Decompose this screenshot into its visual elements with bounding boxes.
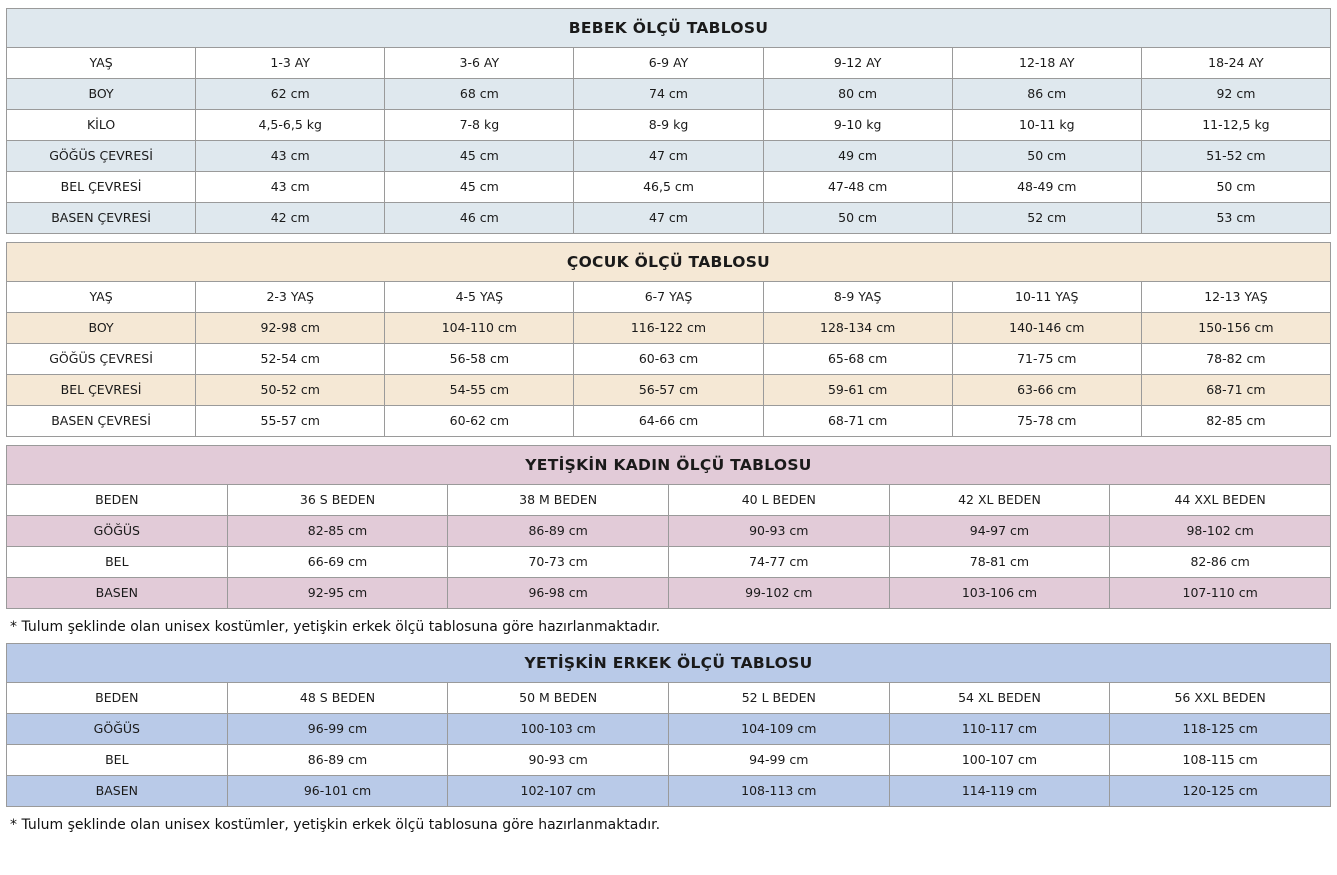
row-label: BASEN <box>7 578 228 609</box>
cell: 90-93 cm <box>668 516 889 547</box>
header-cell: 12-13 YAŞ <box>1141 282 1330 313</box>
cell: 128-134 cm <box>763 313 952 344</box>
cell: 74 cm <box>574 79 763 110</box>
cell: 98-102 cm <box>1110 516 1331 547</box>
header-cell: 56 XXL BEDEN <box>1110 683 1331 714</box>
cell: 92-98 cm <box>196 313 385 344</box>
table-row <box>7 578 1331 609</box>
header-cell: 50 M BEDEN <box>448 683 669 714</box>
header-cell: 52 L BEDEN <box>668 683 889 714</box>
cell: 47-48 cm <box>763 172 952 203</box>
cell: 52-54 cm <box>196 344 385 375</box>
baby-table-title: BEBEK ÖLÇÜ TABLOSU <box>7 9 1331 48</box>
cell: 60-62 cm <box>385 406 574 437</box>
cell: 107-110 cm <box>1110 578 1331 609</box>
cell: 104-109 cm <box>668 714 889 745</box>
cell: 100-103 cm <box>448 714 669 745</box>
table-header-row <box>7 48 1331 79</box>
cell: 86 cm <box>952 79 1141 110</box>
men-table-note: * Tulum şeklinde olan unisex kostümler, yetişkin erkek ölçü tablosuna göre hazırlanmaktadır. <box>10 817 661 833</box>
women-table-title: YETİŞKİN KADIN ÖLÇÜ TABLOSU <box>7 446 1331 485</box>
header-cell: 12-18 AY <box>952 48 1141 79</box>
cell: 150-156 cm <box>1141 313 1330 344</box>
child-size-table <box>6 242 1331 437</box>
table-header-row <box>7 683 1331 714</box>
cell: 59-61 cm <box>763 375 952 406</box>
cell: 54-55 cm <box>385 375 574 406</box>
cell: 46,5 cm <box>574 172 763 203</box>
header-cell: BEDEN <box>7 485 228 516</box>
header-cell: 9-12 AY <box>763 48 952 79</box>
cell: 47 cm <box>574 141 763 172</box>
cell: 56-57 cm <box>574 375 763 406</box>
header-cell: 38 M BEDEN <box>448 485 669 516</box>
cell: 48-49 cm <box>952 172 1141 203</box>
table-row <box>7 776 1331 807</box>
header-cell: 54 XL BEDEN <box>889 683 1110 714</box>
cell: 118-125 cm <box>1110 714 1331 745</box>
cell: 92 cm <box>1141 79 1330 110</box>
women-table-note: * Tulum şeklinde olan unisex kostümler, yetişkin erkek ölçü tablosuna göre hazırlanmaktadır. <box>10 619 661 635</box>
row-label: BASEN ÇEVRESİ <box>7 406 196 437</box>
row-label: BASEN <box>7 776 228 807</box>
cell: 50-52 cm <box>196 375 385 406</box>
table-row <box>7 313 1331 344</box>
row-label: BEL ÇEVRESİ <box>7 172 196 203</box>
cell: 43 cm <box>196 141 385 172</box>
header-cell: BEDEN <box>7 683 228 714</box>
header-cell: 10-11 YAŞ <box>952 282 1141 313</box>
cell: 65-68 cm <box>763 344 952 375</box>
cell: 4,5-6,5 kg <box>196 110 385 141</box>
cell: 90-93 cm <box>448 745 669 776</box>
header-cell: 6-9 AY <box>574 48 763 79</box>
table-row <box>7 547 1331 578</box>
table-row <box>7 110 1331 141</box>
row-label: GÖĞÜS <box>7 714 228 745</box>
cell: 100-107 cm <box>889 745 1110 776</box>
cell: 66-69 cm <box>227 547 448 578</box>
cell: 68-71 cm <box>1141 375 1330 406</box>
cell: 82-85 cm <box>1141 406 1330 437</box>
cell: 96-101 cm <box>227 776 448 807</box>
cell: 99-102 cm <box>668 578 889 609</box>
cell: 46 cm <box>385 203 574 234</box>
cell: 53 cm <box>1141 203 1330 234</box>
cell: 94-99 cm <box>668 745 889 776</box>
row-label: GÖĞÜS <box>7 516 228 547</box>
cell: 94-97 cm <box>889 516 1110 547</box>
cell: 42 cm <box>196 203 385 234</box>
child-table-title: ÇOCUK ÖLÇÜ TABLOSU <box>7 243 1331 282</box>
cell: 86-89 cm <box>448 516 669 547</box>
cell: 102-107 cm <box>448 776 669 807</box>
cell: 47 cm <box>574 203 763 234</box>
cell: 9-10 kg <box>763 110 952 141</box>
baby-size-table <box>6 8 1331 234</box>
cell: 10-11 kg <box>952 110 1141 141</box>
cell: 60-63 cm <box>574 344 763 375</box>
cell: 7-8 kg <box>385 110 574 141</box>
table-row <box>7 375 1331 406</box>
table-title-row <box>7 446 1331 485</box>
cell: 51-52 cm <box>1141 141 1330 172</box>
table-title-row <box>7 644 1331 683</box>
row-label: BEL ÇEVRESİ <box>7 375 196 406</box>
cell: 108-115 cm <box>1110 745 1331 776</box>
table-row <box>7 745 1331 776</box>
cell: 49 cm <box>763 141 952 172</box>
table-header-row <box>7 485 1331 516</box>
cell: 70-73 cm <box>448 547 669 578</box>
table-title-row <box>7 9 1331 48</box>
table-header-row <box>7 282 1331 313</box>
row-label: KİLO <box>7 110 196 141</box>
header-cell: 40 L BEDEN <box>668 485 889 516</box>
cell: 86-89 cm <box>227 745 448 776</box>
table-title-row <box>7 243 1331 282</box>
table-row <box>7 714 1331 745</box>
header-cell: YAŞ <box>7 282 196 313</box>
row-label: BOY <box>7 313 196 344</box>
row-label: BOY <box>7 79 196 110</box>
cell: 140-146 cm <box>952 313 1141 344</box>
cell: 96-99 cm <box>227 714 448 745</box>
cell: 62 cm <box>196 79 385 110</box>
cell: 8-9 kg <box>574 110 763 141</box>
table-row <box>7 516 1331 547</box>
cell: 45 cm <box>385 172 574 203</box>
table-row <box>7 406 1331 437</box>
cell: 71-75 cm <box>952 344 1141 375</box>
header-cell: 48 S BEDEN <box>227 683 448 714</box>
header-cell: 44 XXL BEDEN <box>1110 485 1331 516</box>
cell: 64-66 cm <box>574 406 763 437</box>
table-row <box>7 79 1331 110</box>
cell: 120-125 cm <box>1110 776 1331 807</box>
header-cell: 42 XL BEDEN <box>889 485 1110 516</box>
cell: 43 cm <box>196 172 385 203</box>
row-label: BEL <box>7 745 228 776</box>
table-row <box>7 172 1331 203</box>
cell: 116-122 cm <box>574 313 763 344</box>
header-cell: 3-6 AY <box>385 48 574 79</box>
header-cell: 1-3 AY <box>196 48 385 79</box>
cell: 63-66 cm <box>952 375 1141 406</box>
cell: 96-98 cm <box>448 578 669 609</box>
table-row <box>7 141 1331 172</box>
cell: 75-78 cm <box>952 406 1141 437</box>
header-cell: 6-7 YAŞ <box>574 282 763 313</box>
cell: 92-95 cm <box>227 578 448 609</box>
cell: 45 cm <box>385 141 574 172</box>
header-cell: 2-3 YAŞ <box>196 282 385 313</box>
cell: 56-58 cm <box>385 344 574 375</box>
cell: 110-117 cm <box>889 714 1110 745</box>
cell: 50 cm <box>1141 172 1330 203</box>
table-row <box>7 203 1331 234</box>
cell: 80 cm <box>763 79 952 110</box>
row-label: BEL <box>7 547 228 578</box>
row-label: BASEN ÇEVRESİ <box>7 203 196 234</box>
cell: 78-81 cm <box>889 547 1110 578</box>
header-cell: YAŞ <box>7 48 196 79</box>
cell: 52 cm <box>952 203 1141 234</box>
cell: 68-71 cm <box>763 406 952 437</box>
cell: 108-113 cm <box>668 776 889 807</box>
table-row <box>7 344 1331 375</box>
cell: 82-86 cm <box>1110 547 1331 578</box>
cell: 82-85 cm <box>227 516 448 547</box>
row-label: GÖĞÜS ÇEVRESİ <box>7 141 196 172</box>
cell: 74-77 cm <box>668 547 889 578</box>
cell: 50 cm <box>952 141 1141 172</box>
row-label: GÖĞÜS ÇEVRESİ <box>7 344 196 375</box>
cell: 11-12,5 kg <box>1141 110 1330 141</box>
header-cell: 4-5 YAŞ <box>385 282 574 313</box>
cell: 104-110 cm <box>385 313 574 344</box>
header-cell: 18-24 AY <box>1141 48 1330 79</box>
header-cell: 8-9 YAŞ <box>763 282 952 313</box>
cell: 78-82 cm <box>1141 344 1330 375</box>
cell: 103-106 cm <box>889 578 1110 609</box>
women-size-table <box>6 445 1331 609</box>
header-cell: 36 S BEDEN <box>227 485 448 516</box>
cell: 50 cm <box>763 203 952 234</box>
cell: 55-57 cm <box>196 406 385 437</box>
cell: 114-119 cm <box>889 776 1110 807</box>
men-table-title: YETİŞKİN ERKEK ÖLÇÜ TABLOSU <box>7 644 1331 683</box>
cell: 68 cm <box>385 79 574 110</box>
men-size-table <box>6 643 1331 807</box>
